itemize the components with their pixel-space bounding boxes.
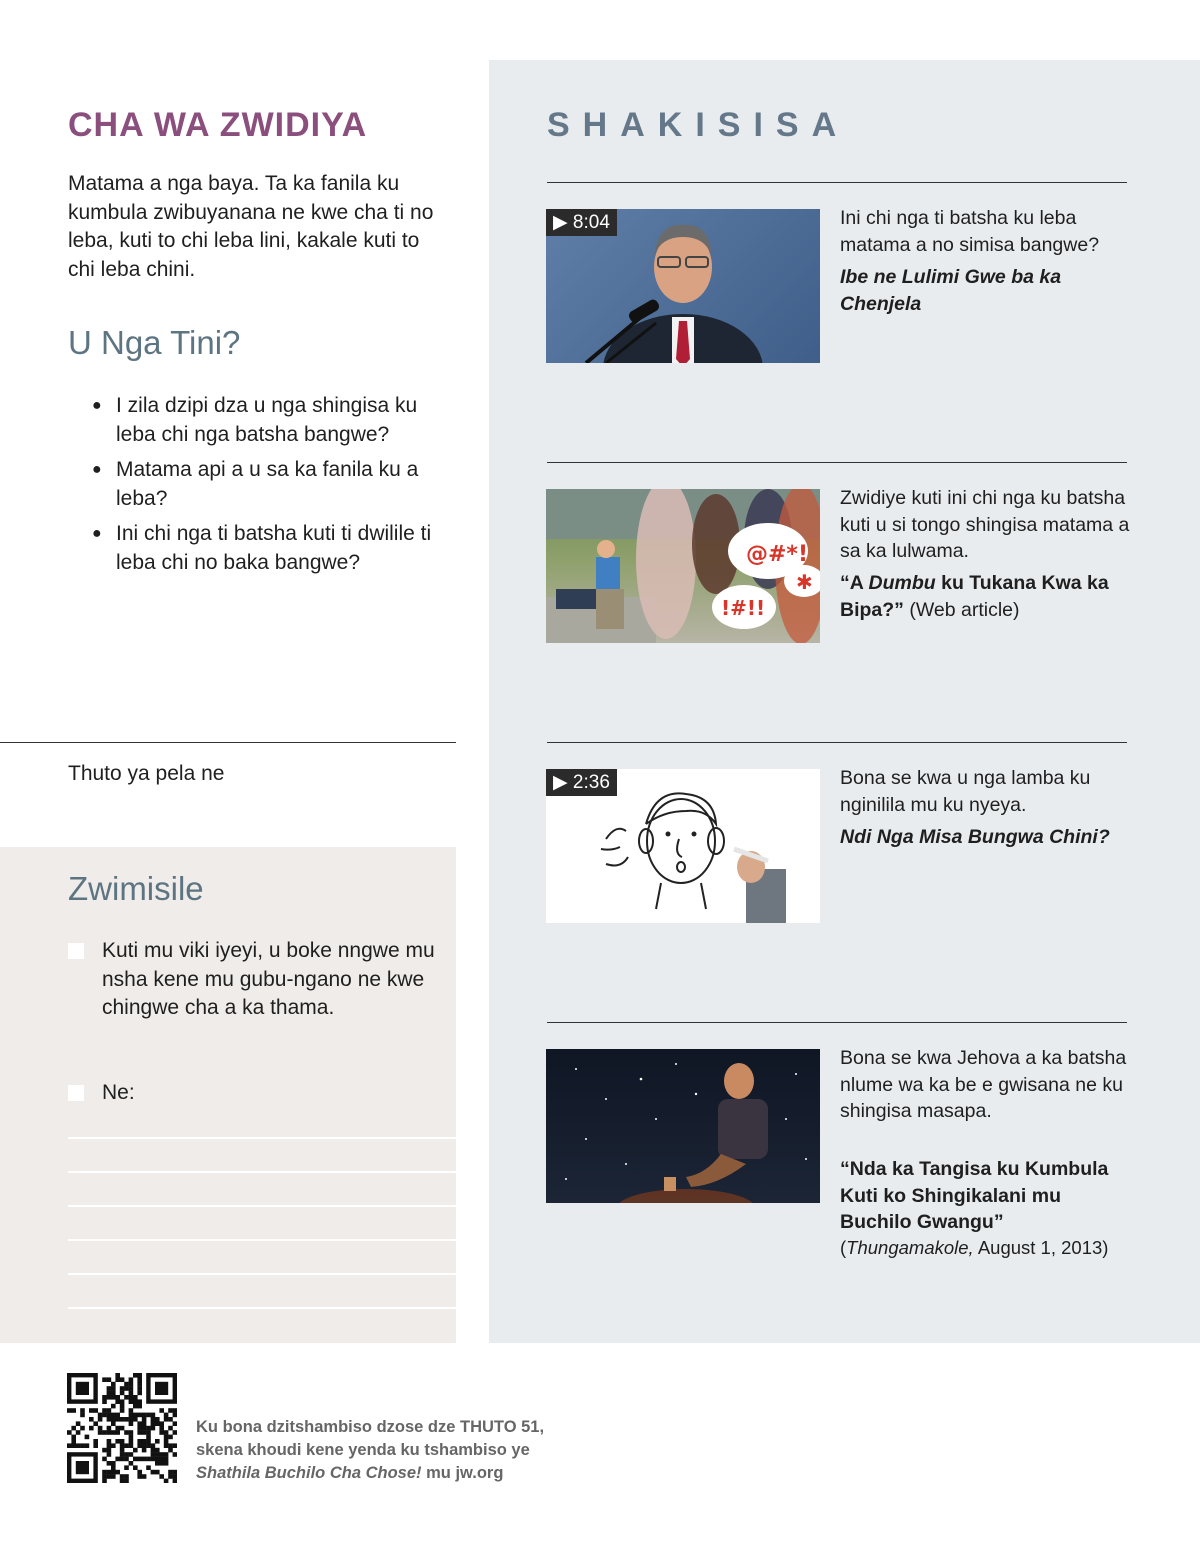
divider [0, 742, 456, 743]
resource-title-link[interactable]: Ndi Nga Misa Bungwa Chini? [840, 826, 1110, 848]
write-line[interactable] [68, 1171, 456, 1173]
goal-checkbox[interactable] [68, 1085, 84, 1101]
article-thumbnail[interactable] [546, 489, 820, 643]
qr-code-icon [67, 1373, 177, 1483]
think-question: ● Ini chi nga ti batsha kuti ti dwilile ti leba chi no baka bangwe? [92, 522, 432, 574]
qr-code[interactable] [67, 1373, 177, 1483]
bullet-icon: ● [92, 525, 102, 542]
think-title: U Nga Tini? [68, 324, 241, 361]
goal-text: Kuti mu viki iyeyi, u boke nngwe mu nsha kene mu gubu-ngano ne kwe chingwe cha a ka thama. [102, 939, 435, 1019]
video-thumbnail[interactable] [546, 769, 820, 923]
video-thumbnail[interactable] [546, 209, 820, 363]
remember-text: Matama a nga baya. Ta ka fanila ku kumbula zwibuyanana ne kwe cha ti no leba, kuti to chi leba lini, kakale kuti to chi leba chini. [68, 172, 434, 281]
resource-type: (Web article) [903, 598, 1020, 621]
play-icon: ▶ [553, 772, 568, 793]
explore-title: SHAKISISA [547, 106, 850, 144]
write-line[interactable] [68, 1273, 456, 1275]
resource-title-link[interactable]: “A Dumbu ku Tukana Kwa ka Bipa?” (Web article) [840, 572, 1109, 621]
divider [547, 1022, 1127, 1023]
symbol-label: !#!! [721, 596, 766, 620]
bullet-icon: ● [92, 397, 102, 414]
video-duration-badge: ▶ 8:04 [546, 209, 617, 236]
symbol-label: @#*! [746, 542, 808, 567]
svg-text:✱: ✱ [796, 570, 813, 594]
resource-title-link[interactable]: “Nda ka Tangisa ku Kumbula Kuti ko Shingikalani mu Buchilo Gwangu” [840, 1158, 1109, 1233]
divider [547, 742, 1127, 743]
think-question: ● Matama api a u sa ka fanila ku a leba? [92, 458, 419, 510]
goal-custom-label: Ne: [102, 1081, 135, 1104]
article-thumbnail[interactable] [546, 1049, 820, 1203]
resource-description: Bona se kwa u nga lamba ku nginilila mu ku nyeya. [840, 767, 1091, 816]
gossip-image [546, 489, 820, 643]
write-line[interactable] [68, 1137, 456, 1139]
play-icon: ▶ [553, 212, 568, 233]
think-question: ● I zila dzipi dza u nga shingisa ku leba chi nga batsha bangwe? [92, 394, 418, 446]
video-duration-badge: ▶ 2:36 [546, 769, 617, 796]
goals-title: Zwimisile [68, 870, 204, 907]
resource-source: (Thungamakole, August 1, 2013) [840, 1237, 1109, 1258]
divider [547, 182, 1127, 183]
remember-title: CHA WA ZWIDIYA [68, 106, 368, 144]
notes-label: Thuto ya pela ne [68, 762, 225, 785]
resource-description: Ini chi nga ti batsha ku leba matama a no simisa bangwe? [840, 207, 1100, 256]
night-sky-image [546, 1049, 820, 1203]
write-line[interactable] [68, 1239, 456, 1241]
divider [547, 462, 1127, 463]
think-question-list [92, 392, 462, 584]
goal-checkbox[interactable] [68, 943, 84, 959]
footer-text: Ku bona dzitshambiso dzose dze THUTO 51, skena khoudi kene yenda ku tshambiso ye Shathila Buchilo Cha Chose! mu jw.org [196, 1418, 545, 1482]
write-line[interactable] [68, 1205, 456, 1207]
resource-title-link[interactable]: Ibe ne Lulimi Gwe ba ka Chenjela [840, 266, 1062, 315]
bullet-icon: ● [92, 461, 102, 478]
resource-description: Bona se kwa Jehova a ka batsha nlume wa ka be e gwisana ne ku shingisa masapa. [840, 1047, 1127, 1122]
resource-description: Zwidiye kuti ini chi nga ku batsha kuti u si tongo shingisa matama a sa ka lulwama. [840, 487, 1130, 562]
write-line[interactable] [68, 1307, 456, 1309]
